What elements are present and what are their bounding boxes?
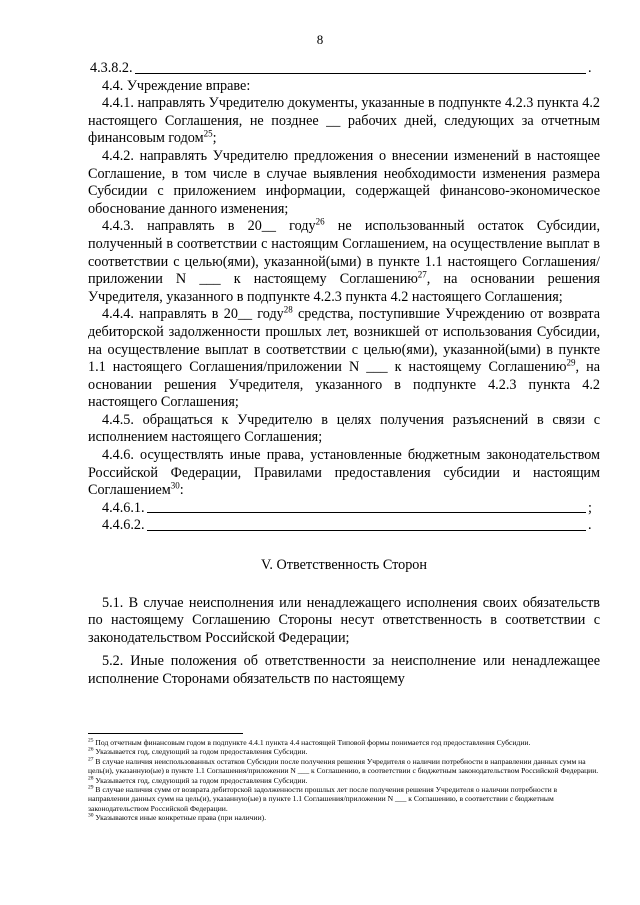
footnote-number: 30 xyxy=(88,812,94,819)
blank-line xyxy=(135,73,586,74)
footnote xyxy=(88,813,600,822)
item-4-4-6-2 xyxy=(88,517,600,535)
item-end: ; xyxy=(588,499,592,516)
page-number: 8 xyxy=(316,32,324,47)
item-4-4-6-1 xyxy=(88,500,600,518)
item-4-3-8-2 xyxy=(88,60,600,78)
footnote-text: В случае наличия неиспользованных остатков Субсидии после получения решения Учредителя о наличии потребности в направлении данных сумм на цель(и), указанную(ые) в пункте 1.1 Соглашения/приложении N ___ к Соглашению, в соответствии с бюджетным законодательством Российской Федерации. xyxy=(88,756,599,776)
footnote xyxy=(88,785,600,813)
footnote-separator xyxy=(88,733,243,734)
footnote-ref: 29 xyxy=(566,357,576,368)
item-4-4-3 xyxy=(88,218,600,306)
footnote-ref: 26 xyxy=(315,216,325,227)
item-text: 4.4.6. осуществлять иные права, установленные бюджетным законодательством Российской Федерации, Правилами предоставления субсидии и настоящим Соглашением xyxy=(88,447,600,499)
item-text: не использованный остаток Субсидии, полученный в соответствии с настоящим Соглашением, на осуществление выплат в соответствии с целью(ями), указанной(ыми) в пункте 1.1 настоящего Соглашения/приложении N ___ к настоящему Соглашению xyxy=(88,218,600,288)
footnote-ref: 25 xyxy=(203,128,213,139)
footnote-number: 25 xyxy=(88,737,94,744)
item-end: : xyxy=(179,482,184,499)
body-text xyxy=(88,60,600,689)
footnote-number: 27 xyxy=(88,756,94,763)
footnote-ref: 30 xyxy=(170,480,180,491)
footnote-ref: 28 xyxy=(283,304,293,315)
item-text: 4.4.3. направлять в 20__ году xyxy=(102,218,316,235)
footnote-ref: 27 xyxy=(417,269,427,280)
item-4-4: 4.4. Учреждение вправе: xyxy=(102,77,251,94)
footnote-number: 26 xyxy=(88,746,94,753)
footnote-text: Указываются иные конкретные права (при наличии). xyxy=(93,813,267,823)
section-title: V. Ответственность Сторон xyxy=(261,557,427,574)
item-label: 4.4.6.2. xyxy=(102,517,145,534)
item-text: средства, поступившие Учреждению от возврата дебиторской задолженности прошлых лет, возникшей от использования Субсидии, на осуществление выплат в соответствии с целью(ями), указанной(ыми) в пункте 1.1 настоящего Соглашения/приложении N ___ к настоящему Соглашению xyxy=(88,306,600,376)
blank-line xyxy=(147,512,586,513)
item-5-1: 5.1. В случае неисполнения или ненадлежащего исполнения своих обязательств по настоящему Соглашению Стороны несут ответственность в соответствии с законодательством Российской Федерации; xyxy=(88,594,600,646)
item-end: . xyxy=(588,60,592,76)
footnote xyxy=(88,776,600,785)
item-label: 4.4.6.1. xyxy=(102,499,145,516)
footnote xyxy=(88,757,600,776)
footnote-number: 29 xyxy=(88,784,94,791)
footnote xyxy=(88,747,600,756)
footnote-text: Под отчетным финансовым годом в подпункте 4.4.1 пункта 4.4 настоящей Типовой формы понимается год предоставления Субсидии. xyxy=(93,738,531,747)
footnotes xyxy=(88,738,600,823)
item-text: , на основании решения Учредителя, указанного в подпункте 4.2.3 пункта 4.2 настоящего Соглашения; xyxy=(88,271,600,305)
item-text: 4.4.4. направлять в 20__ году xyxy=(102,306,284,323)
item-4-4-2: 4.4.2. направлять Учредителю предложения о внесении изменений в настоящее Соглашение, в том числе в случае выявления необходимости изменения размера Субсидии с приложением информации, содержащей финансово-экономическое обоснование данного изменения; xyxy=(88,147,600,217)
footnote-text: Указывается год, следующий за годом предоставления Субсидии. xyxy=(93,775,308,785)
item-text: , на основании решения Учредителя, указанного в подпункте 4.2.3 пункта 4.2 настоящего Соглашения; xyxy=(88,359,600,411)
item-4-4-5: 4.4.5. обращаться к Учредителю в целях получения разъяснений в связи с исполнением настоящего Соглашения; xyxy=(88,411,600,446)
item-text: 4.4.1. направлять Учредителю документы, указанные в подпункте 4.2.3 пункта 4.2 настоящего Соглашения, не позднее __ рабочих дней, следующих за отчетным финансовым годом xyxy=(88,95,600,147)
item-5-2: 5.2. Иные положения об ответственности за неисполнение или ненадлежащее исполнение Сторонами обязательств по настоящему xyxy=(88,653,600,687)
item-label: 4.3.8.2. xyxy=(90,60,133,76)
item-end: ; xyxy=(212,130,217,147)
item-4-4-4 xyxy=(88,306,600,412)
footnote xyxy=(88,738,600,747)
footnote-text: В случае наличия сумм от возврата дебиторской задолженности прошлых лет после получения решения Учредителя о наличии потребности в направлении данных сумм на цель(и), указанную(ые) в пункте 1.1 Соглашения/приложении N ___ к Соглашению, в соответствии с бюджетным законодательством Российской Федерации. xyxy=(88,785,558,813)
footnote-number: 28 xyxy=(88,775,94,782)
item-4-4-6 xyxy=(88,447,600,500)
item-end: . xyxy=(588,517,592,534)
blank-line xyxy=(147,530,586,531)
item-4-4-1 xyxy=(88,95,600,148)
footnote-text: Указывается год, следующий за годом предоставления Субсидии. xyxy=(93,747,308,757)
